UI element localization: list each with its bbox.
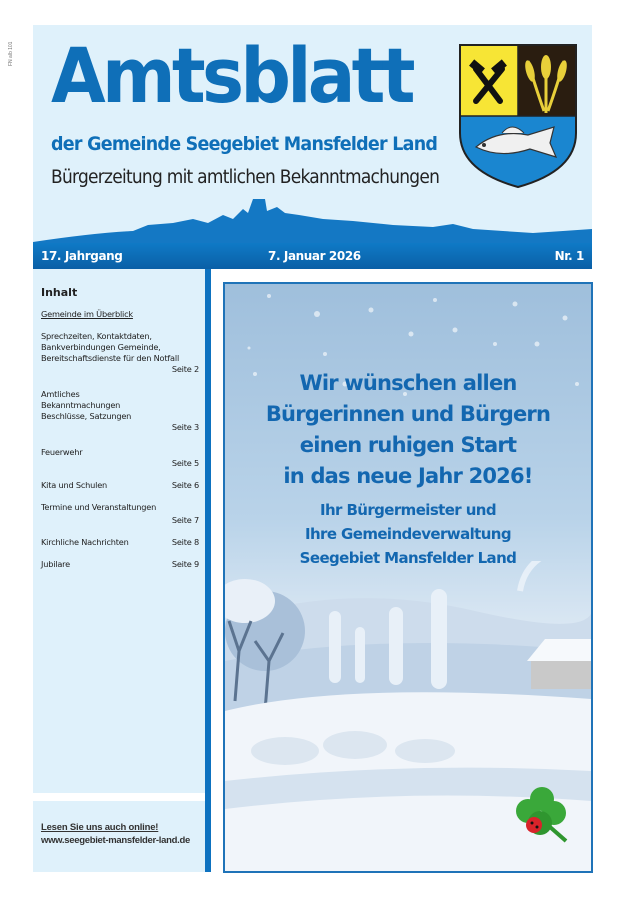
table-of-contents: [33, 269, 205, 793]
toc-item[interactable]: Termine und Veranstaltungen Seite 7: [41, 502, 199, 525]
toc-item[interactable]: Kirchliche Nachrichten Seite 8: [41, 537, 199, 547]
column-divider: [205, 269, 211, 872]
coat-of-arms-icon: [458, 43, 578, 189]
toc-item[interactable]: Kita und Schulen Seite 6: [41, 480, 199, 490]
issue-number: Nr. 1: [554, 249, 584, 263]
new-year-greeting-card: [223, 282, 593, 873]
winter-landscape-illustration: [225, 561, 591, 871]
publication-subtitle: der Gemeinde Seegebiet Mansfelder Land: [51, 133, 438, 155]
issue-bar: [33, 243, 592, 269]
online-heading: Lesen Sie uns auch online!: [41, 822, 159, 833]
online-notice: [33, 801, 205, 872]
website-link[interactable]: www.seegebiet-mansfelder-land.de: [41, 835, 190, 846]
publication-tagline: Bürgerzeitung mit amtlichen Bekanntmachungen: [51, 167, 440, 188]
toc-heading: Inhalt: [41, 286, 78, 299]
toc-item[interactable]: Amtliches Bekanntmachungen Beschlüsse, Satzungen Seite 3: [41, 389, 199, 432]
greeting-signature: Ihr Bürgermeister und Ihre Gemeindeverwaltung Seegebiet Mansfelder Land: [299, 501, 517, 567]
publication-title: Amtsblatt: [51, 31, 412, 120]
toc-item[interactable]: Feuerwehr Seite 5: [41, 447, 199, 468]
masthead: [33, 25, 592, 245]
town-skyline: [33, 195, 592, 245]
toc-section-title[interactable]: Gemeinde im Überblick: [41, 309, 133, 319]
issue-date: 7. Januar 2026: [268, 249, 361, 263]
volume-label: 17. Jahrgang: [41, 249, 123, 263]
margin-code: FN alb 101: [8, 41, 14, 66]
greeting-text: Wir wünschen allen Bürgerinnen und Bürgern einen ruhigen Start in das neue Jahr 2026! Ihr Bürgermeister und Ihre Gemeindeverwaltung Seegebiet Mansfelder Land: [225, 368, 591, 570]
toc-item[interactable]: Jubilare Seite 9: [41, 559, 199, 569]
toc-item[interactable]: Sprechzeiten, Kontaktdaten, Bankverbindungen Gemeinde, Bereitschaftsdienste für den Notfall Seite 2: [41, 331, 199, 374]
